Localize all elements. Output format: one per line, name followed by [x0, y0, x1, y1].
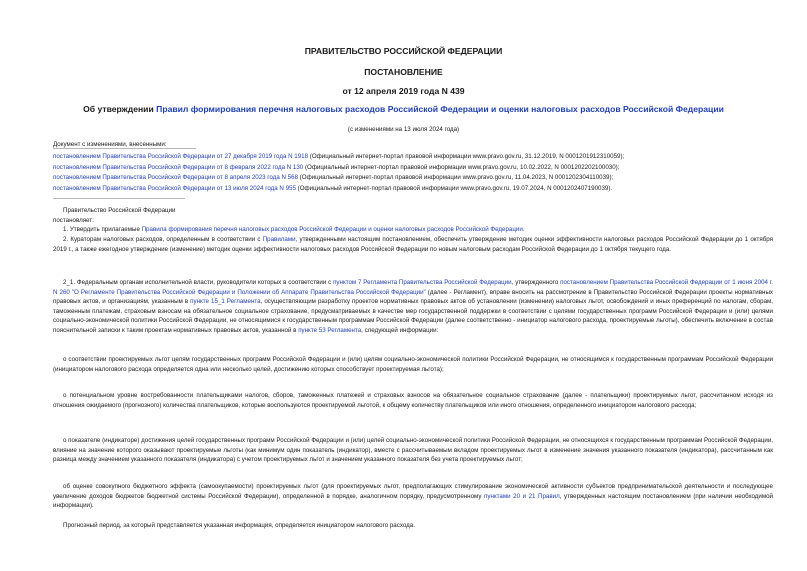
p21-text: 2_1. Федеральным органам исполнительной власти, руководители которых в соответствии с [63, 279, 334, 286]
forecast-paragraph [53, 521, 773, 531]
change-link[interactable]: постановлением Правительства Российской Федерации от 8 апреля 2023 года N 568 [53, 174, 299, 182]
regulation-clause-53-link[interactable]: пункте 53 Регламента [298, 326, 362, 334]
date-number-heading: от 12 апреля 2019 года N 439 [342, 86, 465, 96]
preamble [53, 206, 773, 225]
resolves-line: постановляет: [53, 216, 94, 224]
change-item [53, 152, 773, 162]
bullet-text: об оценке совокупного бюджетного эффекта (самоокупаемости) проектируемых льгот (для проектируемых льгот, предполагающих стимулирование экономической активности субъектов предпринимательской деятельности и последующее увеличение доходов бюджетов бюджетной системы Российской Федерации), определенной в порядке, аналогичном порядку, предусмотренному [53, 483, 773, 500]
rules-clauses-20-21-link[interactable]: пунктами 20 и 21 Правил [484, 492, 560, 500]
bullet-text: о соответствии проектируемых льгот целям государственных программ Российской Федерации и (или) целям социально-экономической политики Российской Федерации, не относящимся к государственным программам Российской Федерации (инициатором налогового расхода определяется одна или несколько целей, достижению которых способствует проектируемая льгота); [53, 356, 773, 373]
paragraph-2-1 [53, 278, 773, 336]
p1-rules-link[interactable]: Правила формирования перечня налоговых расходов Российской Федерации и оценки налоговых расходов Российской Федерации [141, 226, 523, 233]
p21-text-end: , следующей информации: [361, 326, 439, 334]
forecast-text: Прогнозный период, за который представляется указанная информация, определяется инициатором налогового расхода. [63, 522, 415, 529]
regulation-clause-15-1-link[interactable]: пункте 15_1 Регламента [190, 298, 261, 306]
change-link[interactable]: постановлением Правительства Российской Федерации от 13 июля 2024 года N 955 [53, 184, 296, 192]
paragraph-1 [53, 225, 773, 235]
bullet-budget-effect [53, 482, 773, 511]
bullet-text: о потенциальном уровне востребованности плательщиками налогов, сборов, таможенных платежей и страховых взносов на обязательное социальное страхование (далее - плательщики) проектируемых льгот, рассчитанном исходя из отношения ожидаемого (прогнозного) количества плательщиков, которые воспользуются проектируемой льготой, к общему количеству плательщиков или иного отношения, определенного инициатором налогового расхода; [53, 392, 773, 409]
government-heading: ПРАВИТЕЛЬСТВО РОССИЙСКОЙ ФЕДЕРАЦИИ [304, 46, 503, 56]
change-source: (Официальный интернет-портал правовой информации www.pravo.gov.ru, 31.12.2019, N 0001201912310059); [308, 153, 625, 161]
regulation-clause-7-link[interactable]: пунктом 7 Регламента Правительства Российской Федерации [333, 279, 512, 286]
bullet-indicator [53, 436, 773, 465]
title-prefix: Об утверждении [83, 104, 157, 114]
bullet-text-end: , утвержденных настоящим постановлением (при наличии необходимой информации). [53, 492, 773, 510]
document-title [0, 104, 807, 114]
resolution-260-link[interactable]: постановлением Правительства Российской Федерации от 1 июня 2004 г. N 260 "О Регламенте Правительства Российской Федерации и Положении об Аппарате Правительства Российской Федерации" [53, 279, 774, 296]
change-item [53, 184, 773, 194]
p2-text: 2. Кураторам налоговых расходов, определенным в соответствии с [63, 236, 263, 243]
changes-list [53, 140, 773, 194]
body-divider [53, 198, 185, 199]
p1-end: . [522, 226, 525, 233]
change-link[interactable]: постановлением Правительства Российской Федерации от 27 декабря 2019 года N 1918 [53, 153, 309, 161]
p2-text-end: , утвержденными настоящим постановлением, обеспечить утверждение методик оценки эффективности налоговых расходов Российской Федерации до 1 октября 2019 г., а также ежегодное утверждение (изменение) методик оценки эффективности налоговых расходов Российской Федерации по новым налоговым расходам Российской Федерации до 1 октября текущего года. [53, 236, 773, 253]
change-item [53, 163, 773, 173]
p21-text: (далее - Регламент), вправе вносить на рассмотрение в Правительство Российской Федерации проекты нормативных правовых актов, и организациям, указанным в [53, 288, 773, 306]
change-link[interactable]: постановлением Правительства Российской Федерации от 8 февраля 2022 года N 130 [53, 163, 304, 171]
p21-text: , осуществляющим разработку проектов нормативных правовых актов об установлении (изменении) налоговых льгот, освобождений и иных преференций по налогам, сборам, таможенным платежам, страховым взносам на обязательное социальное страхование, предусматриваемых в качестве мер государственной поддержки в соответствии с целями государственных программ Российской Федерации и (или) целями социально-экономической политики Российской Федерации, не относящимися к государственным программам Российской Федерации (далее соответственно - инициатор налогового расхода, проектируемые льготы), обеспечить включение в состав пояснительной записки к таким проектам нормативных правовых актов, указанной в [53, 298, 774, 334]
change-source: (Официальный интернет-портал правовой информации www.pravo.gov.ru, 11.04.2023, N 0001202304110039); [298, 174, 614, 182]
change-source: (Официальный интернет-портал правовой информации www.pravo.gov.ru, 10.02.2022, N 0001202202100030); [303, 163, 620, 171]
bullet-demand [53, 391, 773, 410]
bullet-text: о показателе (индикаторе) достижения целей государственных программ Российской Федерации и (или) целей социально-экономической политики Российской Федерации, не относящихся к государственным программам Российской Федерации, влияние на значение которого оказывают проектируемые льготы (как минимум один показатель (индикатор), вместе с рассчитываемым вкладом проектируемых льгот в изменение значения указанного показателя (индикатора), рассчитанным как разница между значением указанного показателя (индикатора) с учетом проектируемых льгот и значением указанного показателя без учета проектируемых льгот; [53, 437, 773, 464]
p21-text: , утвержденного [511, 279, 561, 286]
paragraph-2 [53, 235, 773, 254]
p1-text: 1. Утвердить прилагаемые [63, 226, 142, 233]
changes-intro: Документ с изменениями, внесенными: [53, 141, 167, 148]
bullet-goals [53, 355, 773, 374]
change-source: (Официальный интернет-портал правовой информации www.pravo.gov.ru, 19.07.2024, N 0001202407190039). [295, 184, 613, 192]
document-type-heading: ПОСТАНОВЛЕНИЕ [364, 67, 443, 77]
title-rules-link[interactable]: Правил формирования перечня налоговых расходов Российской Федерации и оценки налоговых расходов Российской Федерации [156, 104, 724, 114]
government-line: Правительство Российской Федерации [63, 207, 176, 214]
p2-rules-link[interactable]: Правилами [262, 236, 296, 243]
change-item [53, 173, 773, 183]
revision-note: (с изменениями на 13 июля 2024 года) [347, 126, 460, 133]
